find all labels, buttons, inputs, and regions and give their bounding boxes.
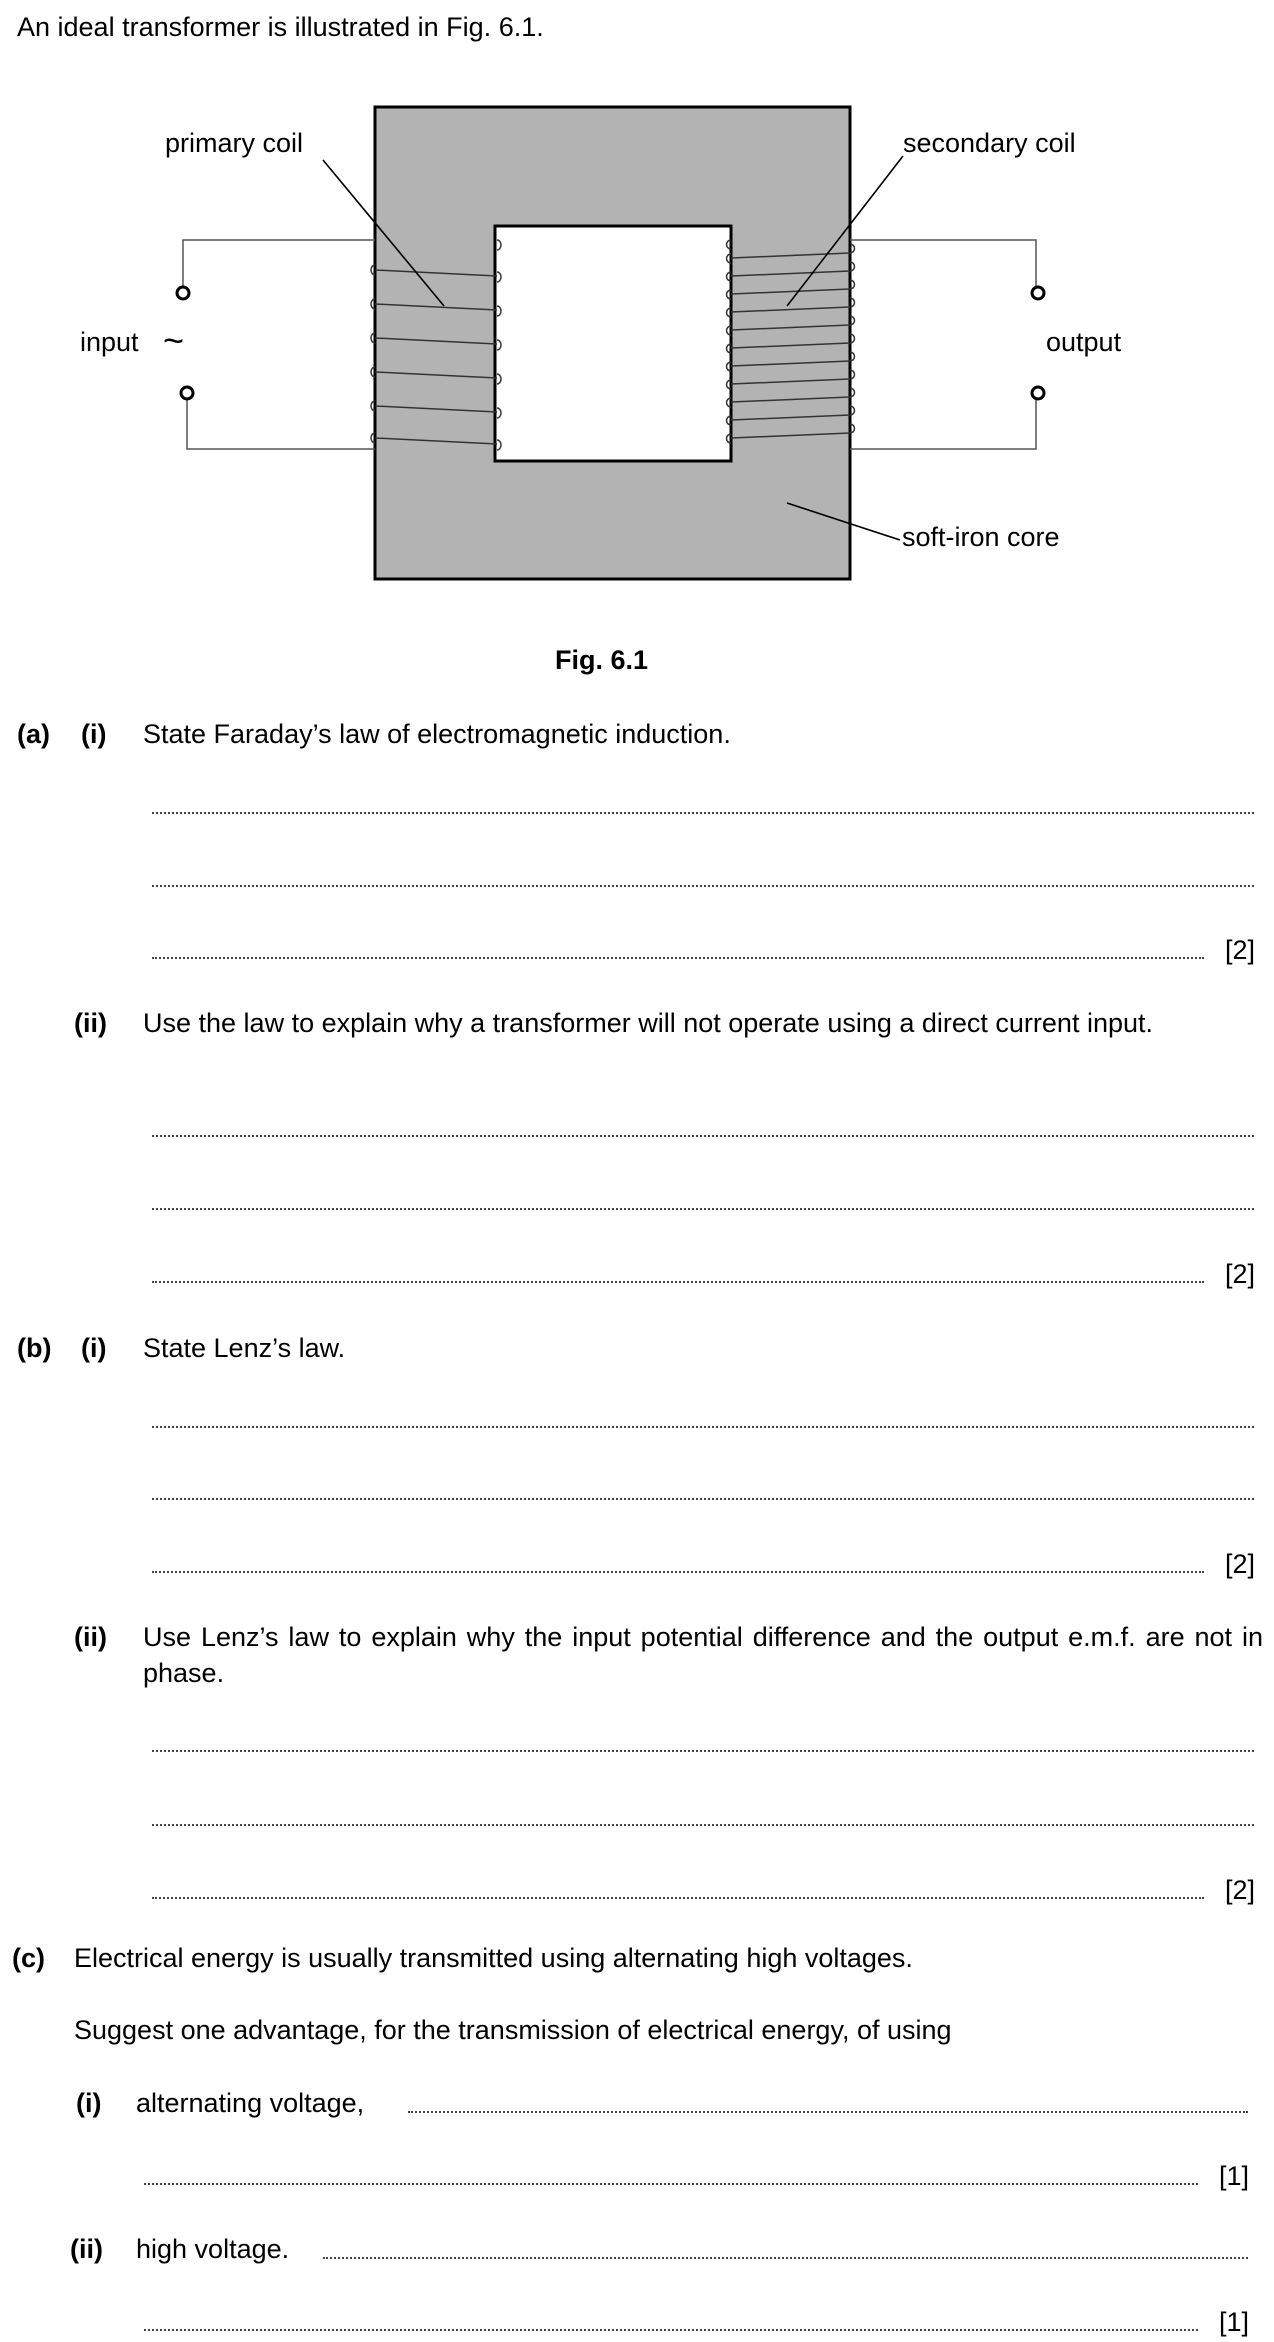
answer-line[interactable] <box>152 957 1204 959</box>
part-c-ii-question: high voltage. <box>136 2234 290 2264</box>
answer-line[interactable] <box>152 1426 1254 1428</box>
marks: [2] <box>1225 935 1256 965</box>
answer-line[interactable] <box>152 1281 1204 1283</box>
part-a-i-question: State Faraday’s law of electromagnetic induction. <box>143 719 731 749</box>
output-wires <box>850 240 1036 449</box>
answer-line[interactable] <box>144 2183 1198 2185</box>
answer-line[interactable] <box>152 812 1254 814</box>
secondary-coil-label: secondary coil <box>903 128 1076 158</box>
answer-line[interactable] <box>152 1498 1254 1500</box>
soft-iron-core-label: soft-iron core <box>902 522 1060 552</box>
part-a-label: (a) <box>17 719 50 749</box>
part-b-i-label: (i) <box>81 1333 107 1363</box>
part-c-i-label: (i) <box>76 2088 102 2118</box>
marks: [2] <box>1225 1875 1256 1905</box>
input-terminal-bottom <box>181 387 193 399</box>
figure-caption: Fig. 6.1 <box>555 645 649 675</box>
primary-coil-label: primary coil <box>165 128 304 158</box>
input-wires <box>183 240 375 449</box>
output-label: output <box>1046 327 1122 357</box>
part-a-ii-question: Use the law to explain why a transformer will not operate using a direct current input. <box>143 1008 1153 1038</box>
marks: [1] <box>1219 2161 1250 2191</box>
answer-line[interactable] <box>144 2329 1198 2331</box>
part-c-ii-label: (ii) <box>70 2234 103 2264</box>
part-a-ii-label: (ii) <box>74 1008 107 1038</box>
answer-line[interactable] <box>323 2257 1248 2259</box>
part-b-ii-label: (ii) <box>74 1622 107 1652</box>
part-c-prompt: Suggest one advantage, for the transmission of electrical energy, of using <box>74 2015 952 2045</box>
part-b-label: (b) <box>17 1333 52 1363</box>
answer-line[interactable] <box>408 2111 1248 2113</box>
answer-line[interactable] <box>152 885 1254 887</box>
soft-iron-core <box>375 107 850 579</box>
part-c-statement: Electrical energy is usually transmitted using alternating high voltages. <box>74 1943 913 1973</box>
answer-line[interactable] <box>152 1824 1254 1826</box>
part-b-ii-question: Use Lenz’s law to explain why the input potential difference and the output e.m.f. are not in phase. <box>143 1622 1263 1688</box>
answer-line[interactable] <box>152 1571 1204 1573</box>
marks: [1] <box>1219 2307 1250 2337</box>
intro-text: An ideal transformer is illustrated in Fig. 6.1. <box>17 12 544 42</box>
marks: [2] <box>1225 1549 1256 1579</box>
answer-line[interactable] <box>152 1208 1254 1210</box>
part-c-i-question: alternating voltage, <box>136 2088 365 2118</box>
part-a-i-label: (i) <box>81 719 107 749</box>
part-b-i-question: State Lenz’s law. <box>143 1333 346 1363</box>
transformer-diagram <box>0 0 1274 640</box>
output-terminal-bottom <box>1032 387 1044 399</box>
input-label: input <box>80 327 139 357</box>
answer-line[interactable] <box>152 1135 1254 1137</box>
input-terminal-top <box>177 287 189 299</box>
output-terminal-top <box>1032 287 1044 299</box>
marks: [2] <box>1225 1259 1256 1289</box>
ac-symbol: ~ <box>163 320 185 361</box>
part-c-label: (c) <box>12 1943 45 1973</box>
answer-line[interactable] <box>152 1897 1204 1899</box>
answer-line[interactable] <box>152 1750 1254 1752</box>
